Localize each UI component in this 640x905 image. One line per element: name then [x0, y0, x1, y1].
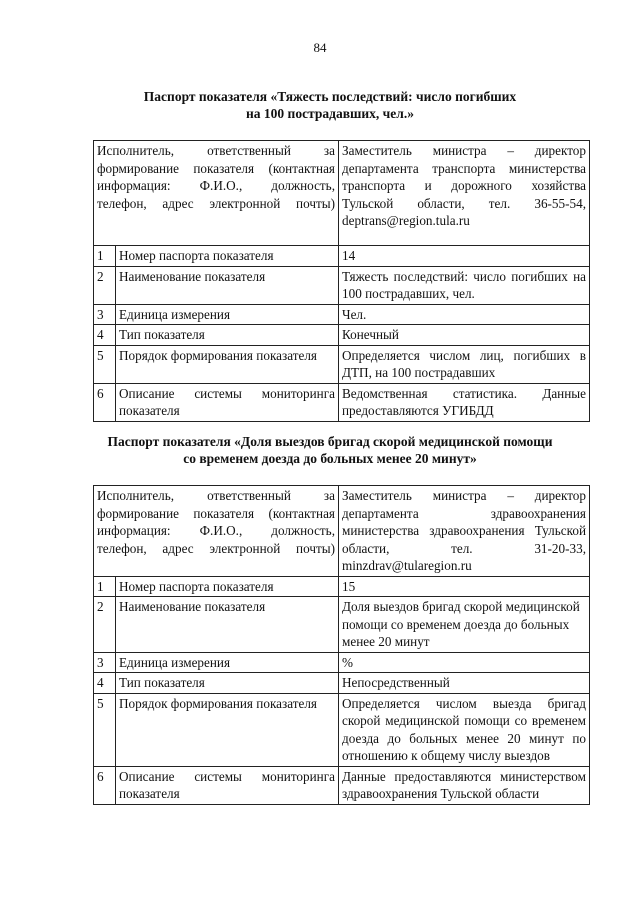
row-label: Номер паспорта показателя: [116, 576, 339, 597]
row-number: 6: [94, 383, 116, 421]
row-value: Определяется числом лиц, погибших в ДТП, на 100 пострадавших: [339, 345, 590, 383]
table-row: [94, 345, 590, 383]
row-label: Номер паспорта показателя: [116, 246, 339, 267]
passport-1-table: [93, 140, 590, 422]
row-value: Чел.: [339, 304, 590, 325]
table-row: [94, 486, 590, 577]
row-number: 2: [94, 597, 116, 653]
row-label: Наименование показателя: [116, 597, 339, 653]
row-label: Тип показателя: [116, 325, 339, 346]
row-value: Непосредственный: [339, 673, 590, 694]
table-row: [94, 141, 590, 246]
page-number: 84: [313, 40, 327, 55]
row-value: 14: [339, 246, 590, 267]
row-value: 15: [339, 576, 590, 597]
table-row: [94, 597, 590, 653]
row-number: 5: [94, 345, 116, 383]
row-value: Доля выездов бригад скорой медицинской помощи со временем доезда до больных менее 20 минут: [339, 597, 590, 653]
table-row: [94, 673, 590, 694]
table-row: [94, 266, 590, 304]
passport-2-table: [93, 485, 590, 805]
table-row: [94, 693, 590, 766]
row-number: 2: [94, 266, 116, 304]
executor-value: Заместитель министра – директор департамента транспорта министерства транспорта и дорожного хозяйства Тульской области, тел. 36-55-54, deptrans@region.tula.ru: [339, 141, 590, 246]
table-row: [94, 325, 590, 346]
row-label: Тип показателя: [116, 673, 339, 694]
row-number: 3: [94, 652, 116, 673]
passport-1-title-line-1: Паспорт показателя «Тяжесть последствий: число погибших: [143, 89, 517, 104]
row-label: Описание системы мониторинга показателя: [116, 383, 339, 421]
row-label: Порядок формирования показателя: [116, 693, 339, 766]
row-value: Тяжесть последствий: число погибших на 100 пострадавших, чел.: [339, 266, 590, 304]
executor-label: Исполнитель, ответственный за формирование показателя (контактная информация: Ф.И.О., должность, телефон, адрес электронной почты): [94, 486, 339, 577]
passport-2-title: [90, 433, 570, 467]
row-number: 5: [94, 693, 116, 766]
row-label: Описание системы мониторинга показателя: [116, 766, 339, 804]
table-row: [94, 652, 590, 673]
table-row: [94, 766, 590, 804]
row-number: 1: [94, 576, 116, 597]
passport-2-title-line-1: Паспорт показателя «Доля выездов бригад скорой медицинской помощи: [107, 434, 553, 449]
row-number: 6: [94, 766, 116, 804]
row-value: Конечный: [339, 325, 590, 346]
executor-label: Исполнитель, ответственный за формирование показателя (контактная информация: Ф.И.О., должность, телефон, адрес электронной почты): [94, 141, 339, 246]
row-label: Порядок формирования показателя: [116, 345, 339, 383]
table-row: [94, 383, 590, 421]
row-value: Определяется числом выезда бригад скорой медицинской помощи со временем доезда до больных менее 20 минут по отношению к общему числу выездов: [339, 693, 590, 766]
row-value: Ведомственная статистика. Данные предоставляются УГИБДД: [339, 383, 590, 421]
table-row: [94, 576, 590, 597]
passport-1-title-line-2: на 100 пострадавших, чел.»: [246, 106, 414, 121]
row-value: %: [339, 652, 590, 673]
passport-2-title-line-2: со временем доезда до больных менее 20 минут»: [183, 451, 477, 466]
row-number: 1: [94, 246, 116, 267]
executor-value: Заместитель министра – директор департамента здравоохранения министерства здравоохранения Тульской области, тел. 31-20-33, minzdrav@tularegion.ru: [339, 486, 590, 577]
row-number: 3: [94, 304, 116, 325]
row-number: 4: [94, 673, 116, 694]
row-label: Наименование показателя: [116, 266, 339, 304]
row-number: 4: [94, 325, 116, 346]
row-label: Единица измерения: [116, 652, 339, 673]
row-value: Данные предоставляются министерством здравоохранения Тульской области: [339, 766, 590, 804]
row-label: Единица измерения: [116, 304, 339, 325]
passport-1-title: [90, 88, 570, 122]
table-row: [94, 304, 590, 325]
table-row: [94, 246, 590, 267]
